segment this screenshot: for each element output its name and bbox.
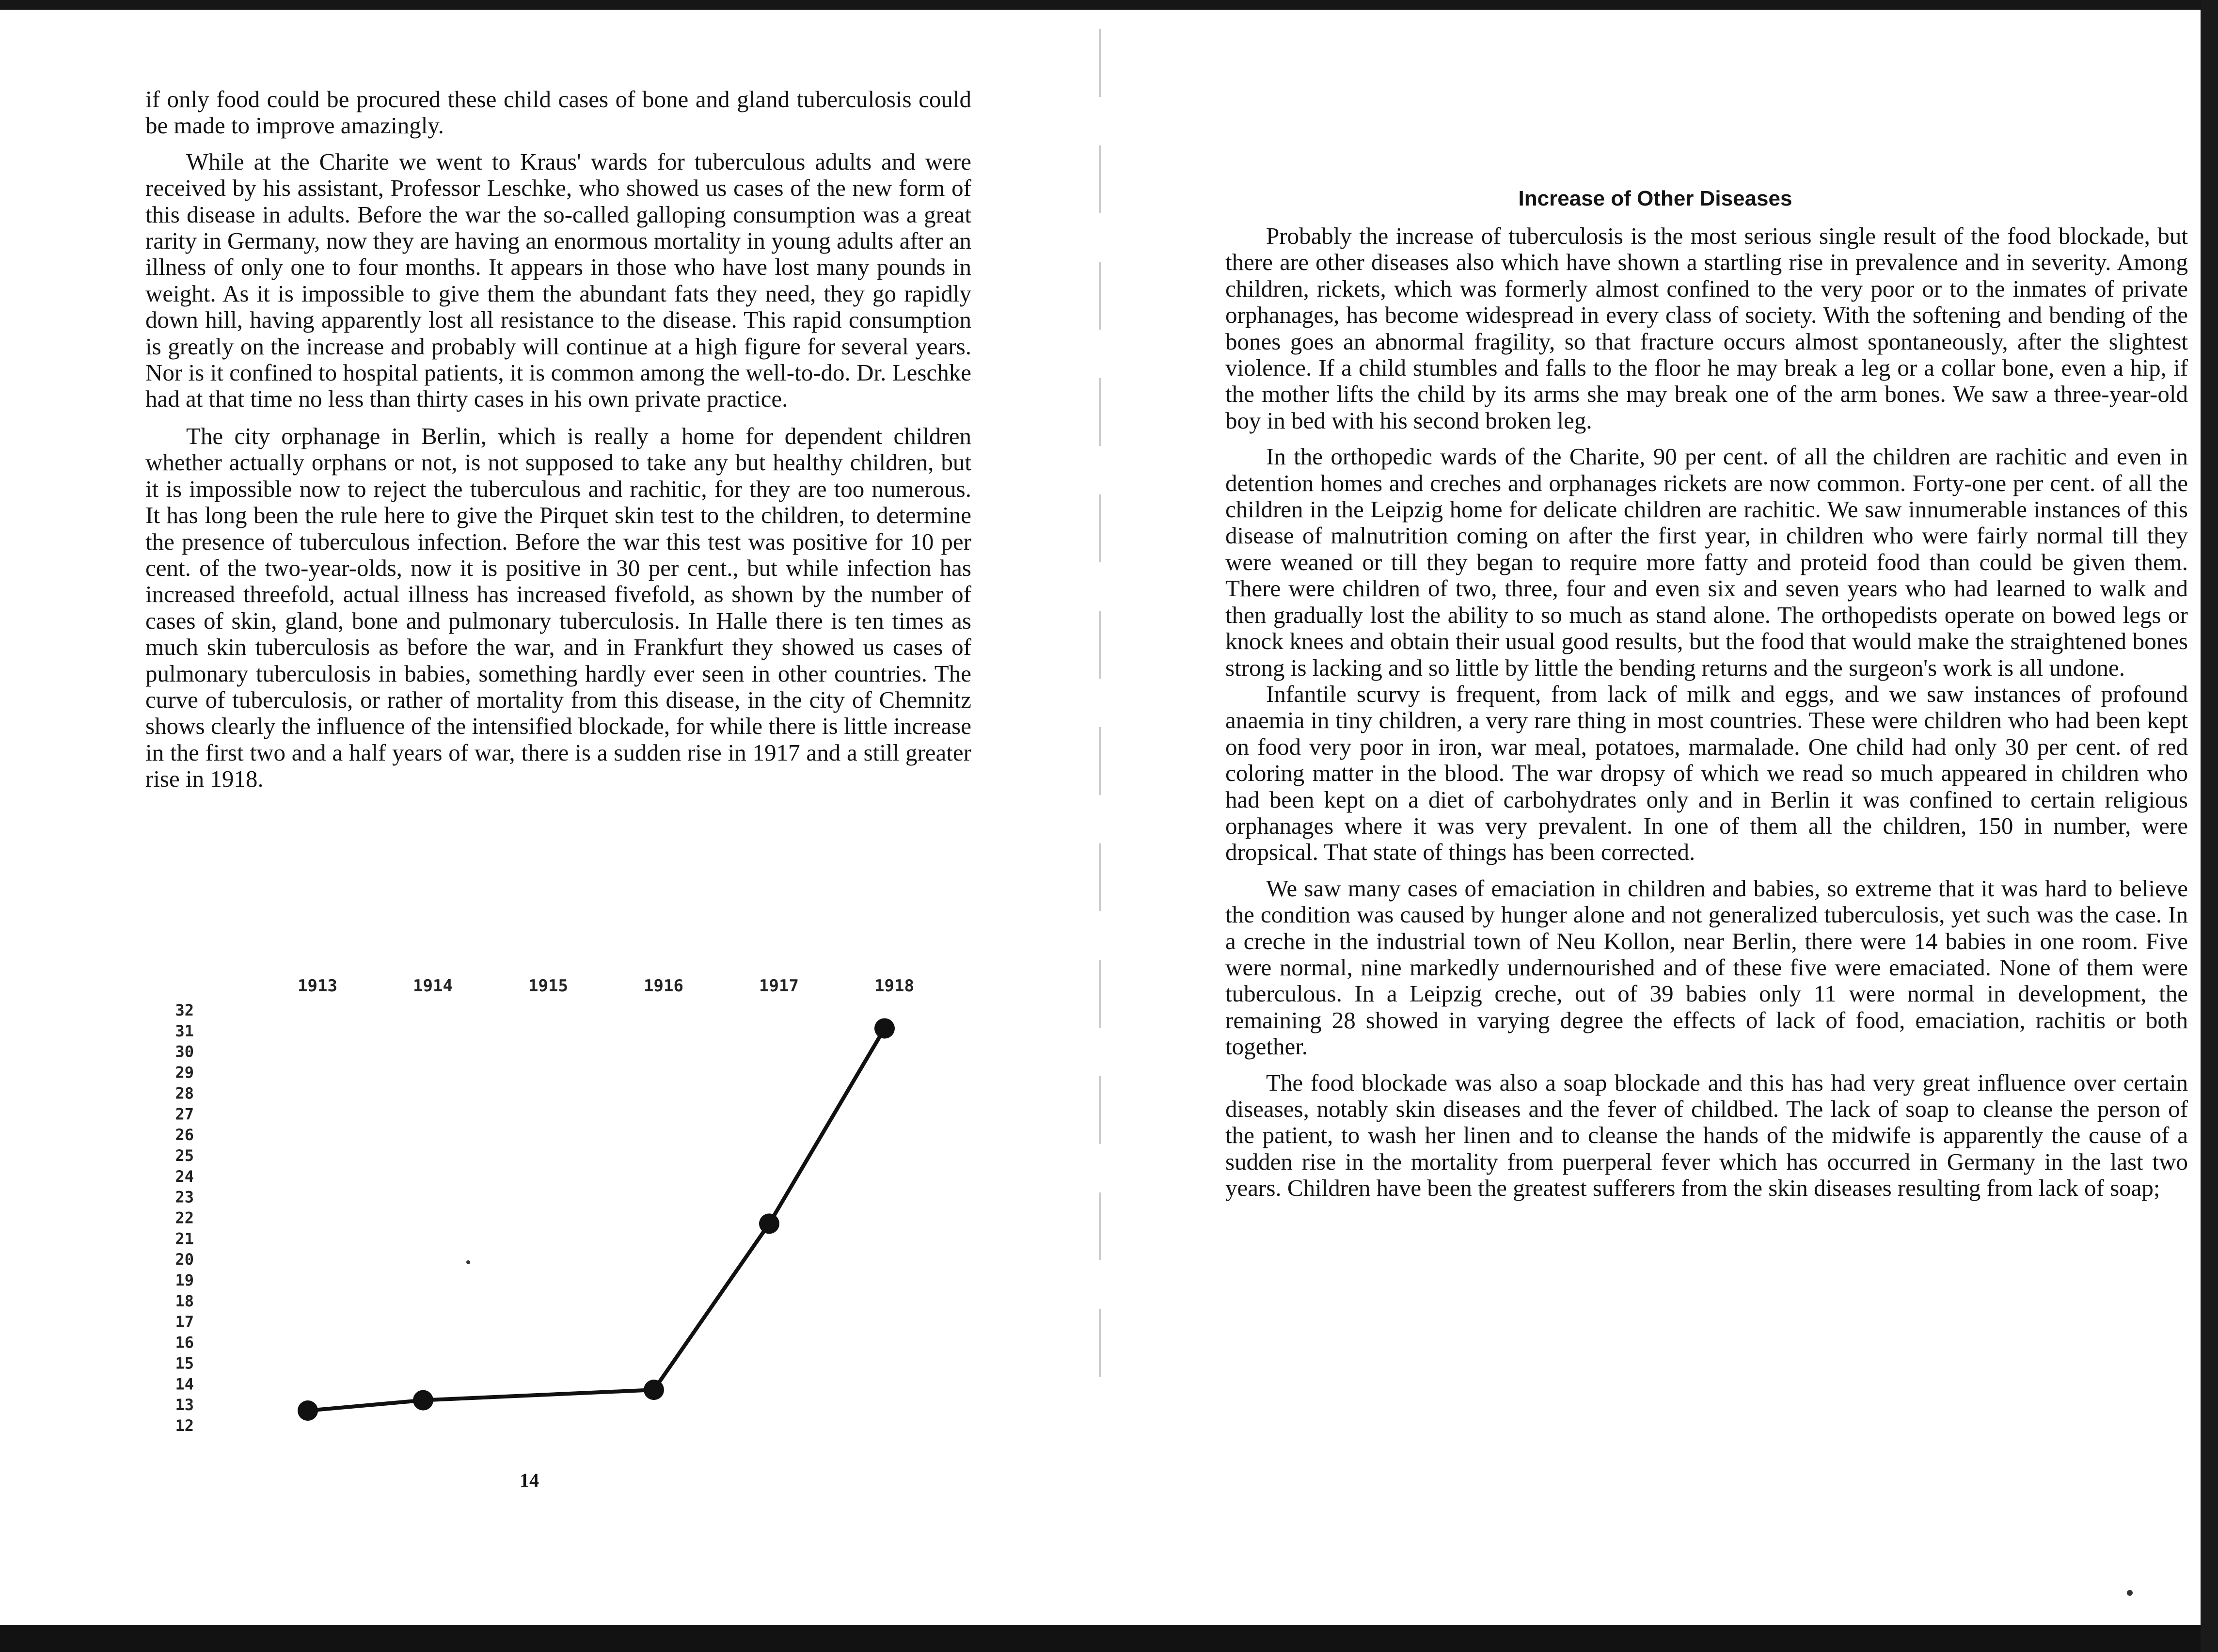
data-point [298,1400,318,1421]
y-tick-label: 16 [175,1333,194,1352]
paragraph: The food blockade was also a soap blockade and this has had very great influence over certain diseases, notably skin diseases and the fever of childbed. The lack of soap to cleanse the person of the patient, to wash her linen and to cleanse the hands of the midwife is apparently the cause of a sudden rise in the mortality from puerperal fever which has occurred in Germany in the last two years. Children have been the greatest sufferers from the skin diseases resulting from lack of soap; [1225,1069,2188,1202]
paragraph: While at the Charite we went to Kraus' wards for tuberculous adults and were received by his assistant, Professor Leschke, who showed us cases of the new form of this disease in adults. Before the war the so-called galloping consumption was a great rarity in Germany, now they are having an enormous mortality in young adults after an illness of only one to four months. It appears in those who have lost many pounds in weight. As it is impossible to give them the abundant fats they need, they go rapidly down hill, having apparently lost all resistance to the disease. This rapid consumption is greatly on the increase and probably will continue at a high figure for several years. Nor is it confined to hospital patients, it is common among the well-to-do. Dr. Leschke had at that time no less than thirty cases in his own private practice. [145,148,971,413]
x-tick-label: 1917 [759,976,799,996]
y-tick-label: 24 [175,1167,194,1186]
left-page [0,0,1099,1652]
y-tick-label: 23 [175,1188,194,1207]
y-tick-label: 29 [175,1063,194,1082]
y-tick-label: 12 [175,1416,194,1435]
y-tick-label: 20 [175,1250,194,1269]
paragraph: In the orthopedic wards of the Charite, 90 per cent. of all the children are rachitic and even in detention homes and creches and orphanages rickets are now common. Forty-one per cent. of all the children in the Leipzig home for delicate children are rachitic. We saw innumerable instances of this disease of malnutrition coming on after the first year, in children who were fairly normal till they were weaned or till they began to require more fatty and proteid food than could be given them. There were children of two, three, four and even six and seven years who had learned to walk and then gradually lost the ability to so much as stand alone. The orthopedists operate on bowed legs or knock knees and obtain their usual good results, but the food that would make the straightened bones strong is lacking and so little by little the bending returns and the surgeon's work is all undone. [1225,443,2188,681]
x-tick-label: 1916 [644,976,683,996]
y-tick-label: 32 [175,1001,194,1019]
scan-border-right [2201,0,2218,1652]
paragraph: We saw many cases of emaciation in children and babies, so extreme that it was hard to believe the condition was caused by hunger alone and not generalized tuberculosis, yet such was the case. In a creche in the industrial town of Neu Kollon, near Berlin, there were 14 babies in one room. Five were normal, nine markedly undernourished and of these five were emaciated. None of them were tuberculous. In a Leipzig creche, out of 39 babies only 11 were normal in development, the remaining 28 showed in varying degree the effects of lack of food, emaciation, rachitis or both together. [1225,874,2188,1060]
data-point [874,1018,895,1039]
paragraph: if only food could be procured these child cases of bone and gland tuberculosis could be made to improve amazingly. [145,86,971,139]
series-line [308,1029,885,1411]
x-tick-label: 1915 [528,976,568,996]
y-tick-label: 17 [175,1312,194,1331]
y-tick-label: 28 [175,1084,194,1103]
y-tick-label: 25 [175,1146,194,1165]
scan-speck [2127,1590,2133,1596]
right-page [1110,0,2201,1652]
y-tick-label: 22 [175,1208,194,1227]
data-point [759,1213,779,1234]
scan-speck [466,1260,470,1264]
x-tick-label: 1914 [413,976,453,996]
y-tick-label: 19 [175,1271,194,1290]
y-tick-label: 26 [175,1126,194,1144]
data-point [413,1390,433,1411]
y-tick-label: 13 [175,1396,194,1414]
left-page-body [145,86,971,793]
tuberculosis-line-chart [145,950,960,1435]
y-tick-label: 14 [175,1375,194,1394]
section-heading: Increase of Other Diseases [1518,187,1792,210]
paragraph: The city orphanage in Berlin, which is really a home for dependent children whether actually orphans or not, is not supposed to take any but healthy children, but it is impossible now to reject the tuberculous and rachitic, for they are too numerous. It has long been the rule here to give the Pirquet skin test to the children, to determine the presence of tuberculous infection. Before the war this test was positive for 10 per cent. of the two-year-olds, now it is positive in 30 per cent., but while infection has increased threefold, actual illness has increased fivefold, as shown by the number of cases of skin, gland, bone and pulmonary tuberculosis. In Halle there is ten times as much skin tuberculosis as before the war, and in Frankfurt they showed us cases of pulmonary tuberculosis in babies, something hardly ever seen in other countries. The curve of tuberculosis, or rather of mortality from this disease, in the city of Chemnitz shows clearly the influence of the intensified blockade, for while there is little increase in the first two and a half years of war, there is a sudden rise in 1917 and a still greater rise in 1918. [145,422,971,793]
x-tick-label: 1913 [298,976,337,996]
right-page-body [1225,223,2188,1202]
data-point [644,1380,664,1400]
y-tick-label: 27 [175,1105,194,1124]
paragraph: Infantile scurvy is frequent, from lack of milk and eggs, and we saw instances of profound anaemia in tiny children, a very rare thing in most countries. These were children who had been kept on food very poor in iron, war meal, potatoes, marmalade. One child had only 30 per cent. of red coloring matter in the blood. The war dropsy of which we read so much appeared in children who had been kept on a diet of carbohydrates only and in Berlin it was confined to certain religious orphanages where it was very prevalent. In one of them all the children, 150 in number, were dropsical. That state of things has been corrected. [1225,680,2188,866]
y-tick-label: 18 [175,1291,194,1310]
x-tick-label: 1918 [874,976,914,996]
y-tick-label: 21 [175,1229,194,1248]
y-tick-label: 15 [175,1354,194,1373]
page-gutter [1099,29,1101,1425]
page-number: 14 [520,1469,539,1491]
y-tick-label: 30 [175,1042,194,1061]
y-tick-label: 31 [175,1021,194,1040]
paragraph: Probably the increase of tuberculosis is the most serious single result of the food blockade, but there are other diseases also which have shown a startling rise in prevalence and in severity. Among children, rickets, which was formerly almost confined to the very poor or to the inmates of private orphanages, has become widespread in every class of society. With the softening and bending of the bones goes an abnormal fragility, so that fracture occurs almost spontaneously, after the slightest violence. If a child stumbles and falls to the floor he may break a leg or a collar bone, even a hip, if the mother lifts the child by its arms she may break one of the arm bones. We saw a three-year-old boy in bed with his second broken leg. [1225,222,2188,434]
